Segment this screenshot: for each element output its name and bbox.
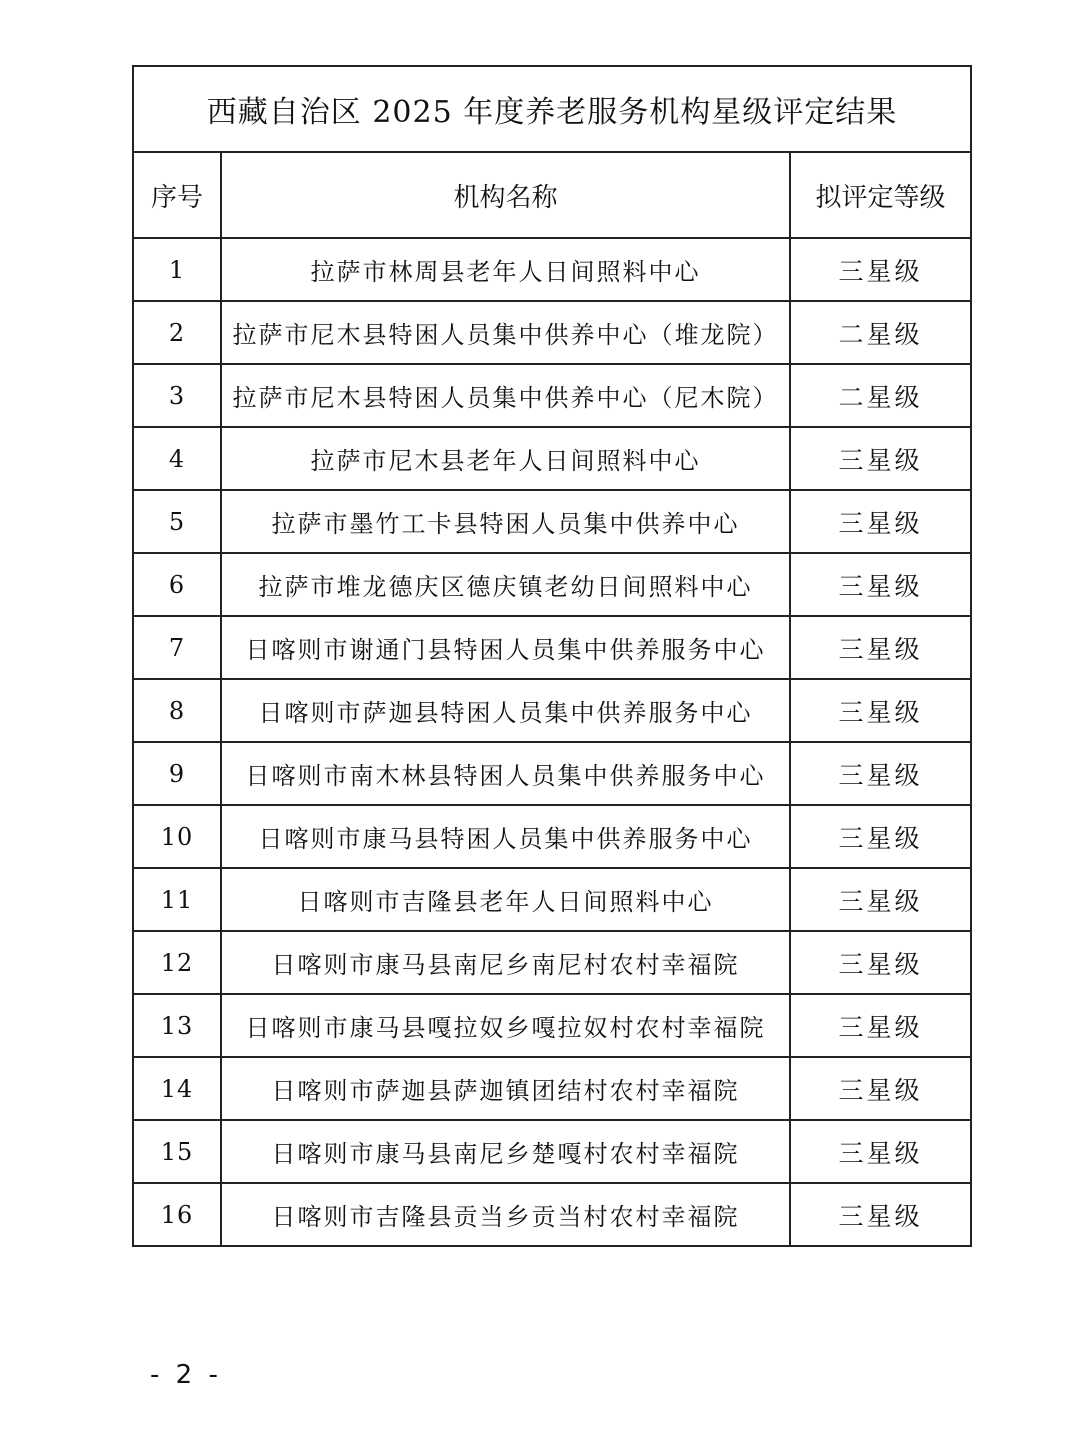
row-grade: 三星级 bbox=[790, 238, 971, 301]
row-grade: 三星级 bbox=[790, 1057, 971, 1120]
row-institution-name: 拉萨市尼木县老年人日间照料中心 bbox=[221, 427, 790, 490]
row-index: 7 bbox=[133, 616, 221, 679]
row-institution-name: 拉萨市堆龙德庆区德庆镇老幼日间照料中心 bbox=[221, 553, 790, 616]
table-row bbox=[133, 868, 971, 931]
rating-results-table bbox=[132, 65, 972, 1247]
row-institution-name: 日喀则市康马县嘎拉奴乡嘎拉奴村农村幸福院 bbox=[221, 994, 790, 1057]
table-row bbox=[133, 1120, 971, 1183]
row-grade: 三星级 bbox=[790, 805, 971, 868]
table-row bbox=[133, 427, 971, 490]
row-institution-name: 拉萨市尼木县特困人员集中供养中心（尼木院） bbox=[221, 364, 790, 427]
table-title-row bbox=[133, 66, 971, 152]
row-index: 8 bbox=[133, 679, 221, 742]
row-index: 2 bbox=[133, 301, 221, 364]
row-institution-name: 日喀则市吉隆县贡当乡贡当村农村幸福院 bbox=[221, 1183, 790, 1246]
row-index: 1 bbox=[133, 238, 221, 301]
row-grade: 三星级 bbox=[790, 1120, 971, 1183]
table-header-row bbox=[133, 152, 971, 238]
row-index: 3 bbox=[133, 364, 221, 427]
row-grade: 二星级 bbox=[790, 301, 971, 364]
table-row bbox=[133, 364, 971, 427]
table-row bbox=[133, 931, 971, 994]
row-grade: 三星级 bbox=[790, 427, 971, 490]
row-institution-name: 拉萨市尼木县特困人员集中供养中心（堆龙院） bbox=[221, 301, 790, 364]
row-grade: 三星级 bbox=[790, 931, 971, 994]
row-grade: 三星级 bbox=[790, 553, 971, 616]
table-body bbox=[133, 238, 971, 1246]
row-institution-name: 日喀则市南木林县特困人员集中供养服务中心 bbox=[221, 742, 790, 805]
table-row bbox=[133, 994, 971, 1057]
table-title: 西藏自治区 2025 年度养老服务机构星级评定结果 bbox=[133, 66, 971, 152]
table-row bbox=[133, 805, 971, 868]
row-grade: 三星级 bbox=[790, 490, 971, 553]
row-institution-name: 日喀则市康马县南尼乡南尼村农村幸福院 bbox=[221, 931, 790, 994]
table-row bbox=[133, 616, 971, 679]
table-row bbox=[133, 238, 971, 301]
row-grade: 三星级 bbox=[790, 679, 971, 742]
row-grade: 三星级 bbox=[790, 868, 971, 931]
row-institution-name: 拉萨市林周县老年人日间照料中心 bbox=[221, 238, 790, 301]
row-index: 6 bbox=[133, 553, 221, 616]
row-grade: 三星级 bbox=[790, 1183, 971, 1246]
header-index: 序号 bbox=[133, 152, 221, 238]
row-index: 10 bbox=[133, 805, 221, 868]
table-row bbox=[133, 301, 971, 364]
header-name: 机构名称 bbox=[221, 152, 790, 238]
row-index: 13 bbox=[133, 994, 221, 1057]
row-index: 14 bbox=[133, 1057, 221, 1120]
row-index: 16 bbox=[133, 1183, 221, 1246]
row-grade: 二星级 bbox=[790, 364, 971, 427]
row-index: 12 bbox=[133, 931, 221, 994]
table-row bbox=[133, 742, 971, 805]
table-row bbox=[133, 1057, 971, 1120]
header-grade: 拟评定等级 bbox=[790, 152, 971, 238]
row-grade: 三星级 bbox=[790, 742, 971, 805]
row-index: 11 bbox=[133, 868, 221, 931]
table-row bbox=[133, 679, 971, 742]
row-institution-name: 日喀则市康马县南尼乡楚嘎村农村幸福院 bbox=[221, 1120, 790, 1183]
row-grade: 三星级 bbox=[790, 616, 971, 679]
table-row bbox=[133, 490, 971, 553]
row-institution-name: 日喀则市康马县特困人员集中供养服务中心 bbox=[221, 805, 790, 868]
row-index: 9 bbox=[133, 742, 221, 805]
page-number: - 2 - bbox=[150, 1360, 222, 1390]
row-institution-name: 日喀则市谢通门县特困人员集中供养服务中心 bbox=[221, 616, 790, 679]
row-institution-name: 日喀则市萨迦县特困人员集中供养服务中心 bbox=[221, 679, 790, 742]
row-index: 5 bbox=[133, 490, 221, 553]
row-index: 4 bbox=[133, 427, 221, 490]
row-index: 15 bbox=[133, 1120, 221, 1183]
row-grade: 三星级 bbox=[790, 994, 971, 1057]
table-row bbox=[133, 553, 971, 616]
row-institution-name: 日喀则市萨迦县萨迦镇团结村农村幸福院 bbox=[221, 1057, 790, 1120]
row-institution-name: 拉萨市墨竹工卡县特困人员集中供养中心 bbox=[221, 490, 790, 553]
table-row bbox=[133, 1183, 971, 1246]
row-institution-name: 日喀则市吉隆县老年人日间照料中心 bbox=[221, 868, 790, 931]
